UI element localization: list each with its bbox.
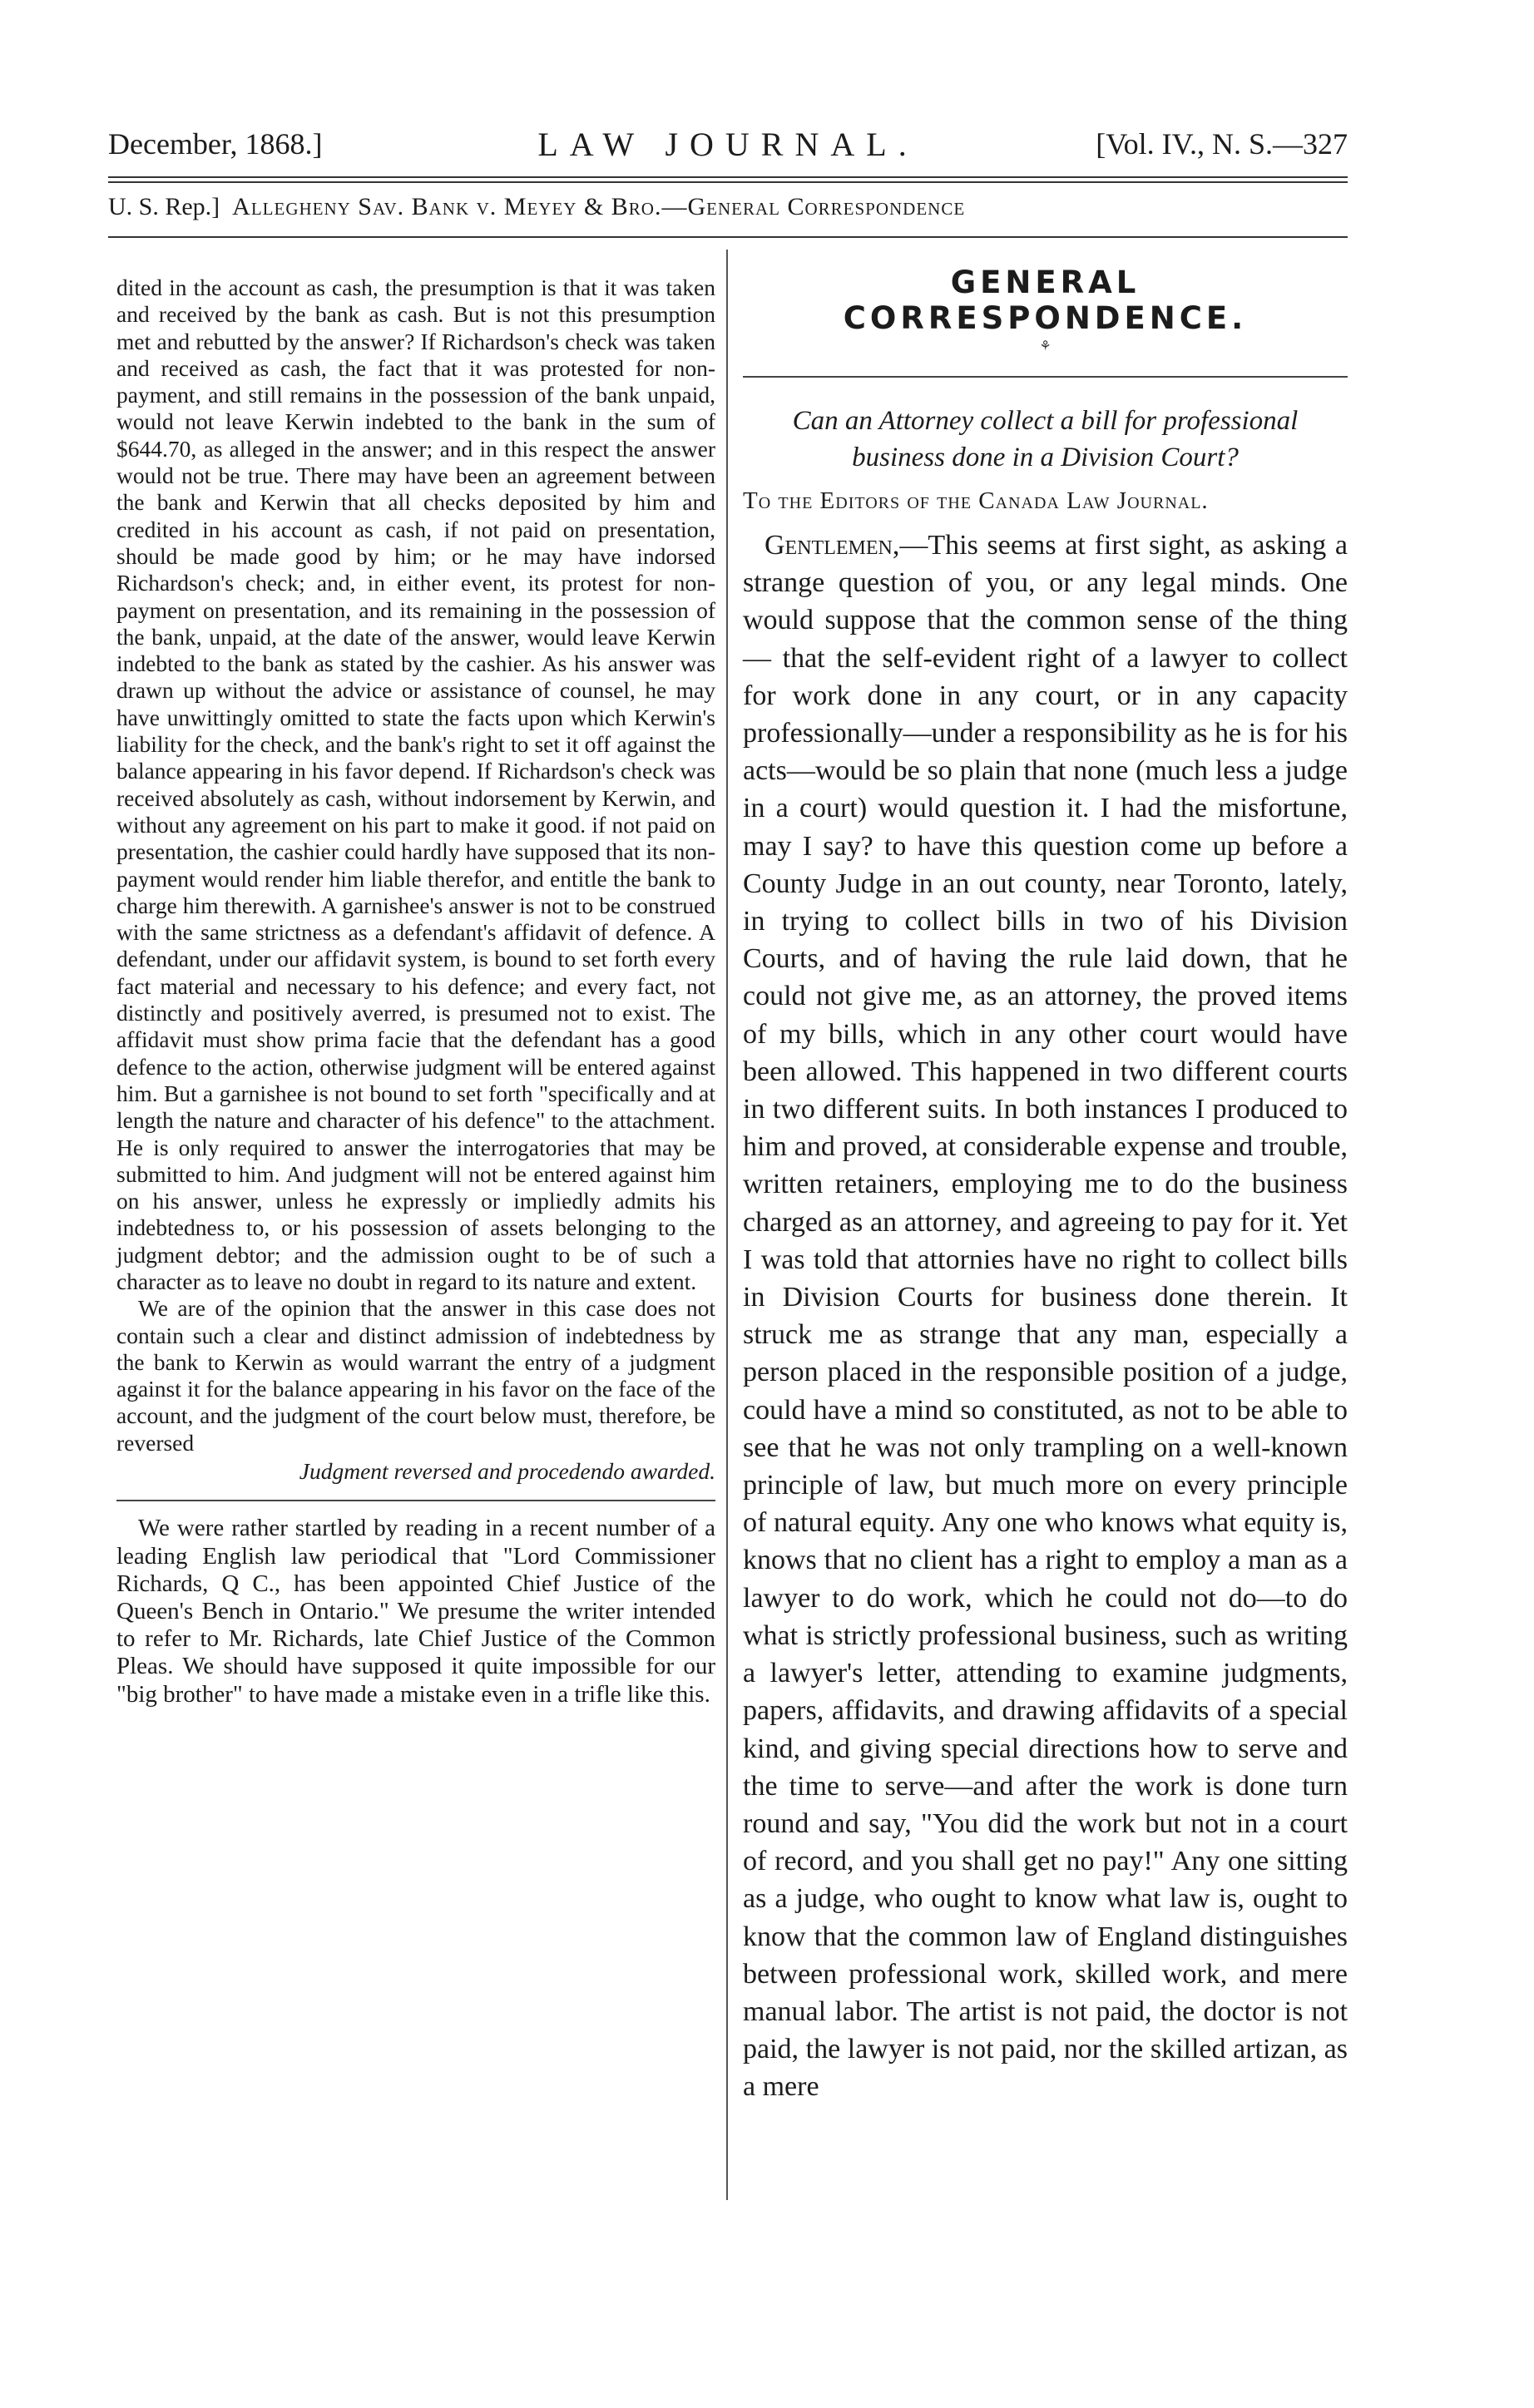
section-divider	[116, 1500, 715, 1501]
letter-text: —This seems at first sight, as asking a strange question of you, or any legal minds. One would suppose that the common sense of the thing — that the self-evident right of a lawyer to collect for work done in any court, or in any capacity professionally—under a responsibility as he is for his acts—would be so plain that none (much less a judge in a court) would question it. I had the misfortune, may I say? to have this question come up before a County Judge in an out county, near Toronto, lately, in trying to collect bills in two of his Division Courts, and of having the rule laid down, that he could not give me, as an attorney, the proved items of my bills, which in any other court would have been allowed. This happened in two different courts in two different suits. In both instances I produced to him and proved, at considerable expense and trouble, written retainers, employing me to do the business charged as an attorney, and agreeing to pay for it. Yet I was told that attornies have no right to collect bills in Division Courts for business done therein. It struck me as strange that any man, especially a person placed in the responsible position of a judge, could have a mind so constituted, as not to be able to see that he was not only trampling on a well-known principle of law, but much more on every principle of natural equity. Any one who knows what equity is, knows that no client has a right to employ a man as a lawyer to do work, which he could not do—to do what is strictly professional business, such as writing a lawyer's letter, attending to examine judgments, papers, affidavits, and drawing affidavits of a special kind, and giving special directions how to serve and the time to serve—and after the work is done turn round and say, "You did the work but not in a court of record, and you shall get no pay!" Any one sitting as a judge, who ought to know what law is, ought to know that the common law of England distinguishes between professional work, skilled work, and mere manual labor. The artist is not paid, the doctor is not paid, the lawyer is not paid, nor the skilled artizan, as a mere	[743, 530, 1348, 2103]
letter-question: Can an Attorney collect a bill for professional business done in a Division Court?	[792, 406, 1299, 472]
title-rule	[743, 376, 1348, 378]
editorial-note: We were rather startled by reading in a recent number of a leading English law periodical that "Lord Commissioner Richards, Q C., has been appointed Chief Justice of the Queen's Bench in Ontario." We presume the writer intended to refer to Mr. Richards, late Chief Justice of the Common Pleas. We should have supposed it quite impossible for our "big brother" to have made a mistake even in a trifle like this.	[116, 1515, 715, 1708]
issue-date: December, 1868.]	[108, 127, 323, 161]
subheader-rule	[108, 236, 1348, 238]
volume-page: [Vol. IV., N. S.—327	[1096, 127, 1348, 161]
section-title: GENERAL CORRESPONDENCE.	[843, 265, 1248, 336]
ornament-icon: ⚘	[1039, 339, 1052, 354]
left-column	[116, 274, 715, 1708]
letter-body	[743, 527, 1348, 2106]
right-column	[743, 265, 1348, 2106]
running-head	[108, 126, 1348, 176]
disposition: Judgment reversed and procedendo awarded.	[299, 1458, 715, 1485]
reporter-label: U. S. Rep.]	[108, 193, 220, 220]
header-rule-top	[108, 176, 1348, 178]
column-divider	[726, 250, 728, 2200]
salutation: Gentlemen,	[765, 530, 900, 561]
case-subheader	[108, 193, 1348, 221]
opinion-conclusion: We are of the opinion that the answer in this case does not contain such a clear and distinct admission of indebtedness by the bank to Kerwin as would warrant the entry of a judgment against it for the balance appearing in his favor on the face of the account, and the judgment of the court below must, therefore, be reversed	[116, 1295, 715, 1456]
letter-addressee: To the Editors of the Canada Law Journal.	[743, 487, 1209, 514]
header-rule-bottom	[108, 181, 1348, 183]
journal-title: LAW JOURNAL.	[537, 126, 918, 163]
case-caption: Allegheny Sav. Bank v. Meyey & Bro.—General Correspondence	[232, 193, 966, 220]
opinion-continuation: dited in the account as cash, the presumption is that it was taken and received by the bank as cash. But is not this presumption met and rebutted by the answer? If Richardson's check was taken and received as cash, the fact that it was protested for non-payment, and still remains in the possession of the bank unpaid, would not leave Kerwin indebted to the bank in the sum of $644.70, as alleged in the answer; and in this respect the answer would not be true. There may have been an agreement between the bank and Kerwin that all checks deposited by him and credited in his account as cash, if not paid on presentation, should be made good by him; or he may have indorsed Richardson's check; and, in either event, its protest for non-payment on presentation, and its remaining in the possession of the bank, unpaid, at the date of the answer, would leave Kerwin indebted to the bank as stated by the cashier. As his answer was drawn up without the advice or assistance of counsel, he may have unwittingly omitted to state the facts upon which Kerwin's liability for the check, and the bank's right to set it off against the balance appearing in his favor depend. If Richardson's check was received absolutely as cash, without indorsement by Kerwin, and without any agreement on his part to make it good. if not paid on presentation, the cashier could hardly have supposed that its non-payment would render him liable therefor, and entitle the bank to charge him therewith. A garnishee's answer is not to be construed with the same strictness as a defendant's affidavit of defence. A defendant, under our affidavit system, is bound to set forth every fact material and necessary to his defence; and every fact, not distinctly and positively averred, is presumed not to exist. The affidavit must show prima facie that the defendant has a good defence to the action, otherwise judgment will be entered against him. But a garnishee is not bound to set forth "specifically and at length the nature and character of his defence" to the attachment. He is only required to answer the interrogatories that may be submitted to him. And judgment will not be entered against him on his answer, unless he expressly or impliedly admits his indebtedness to, or his possession of assets belonging to the judgment debtor; and the admission ought to be of such a character as to leave no doubt in regard to its nature and extent.	[116, 274, 715, 1294]
